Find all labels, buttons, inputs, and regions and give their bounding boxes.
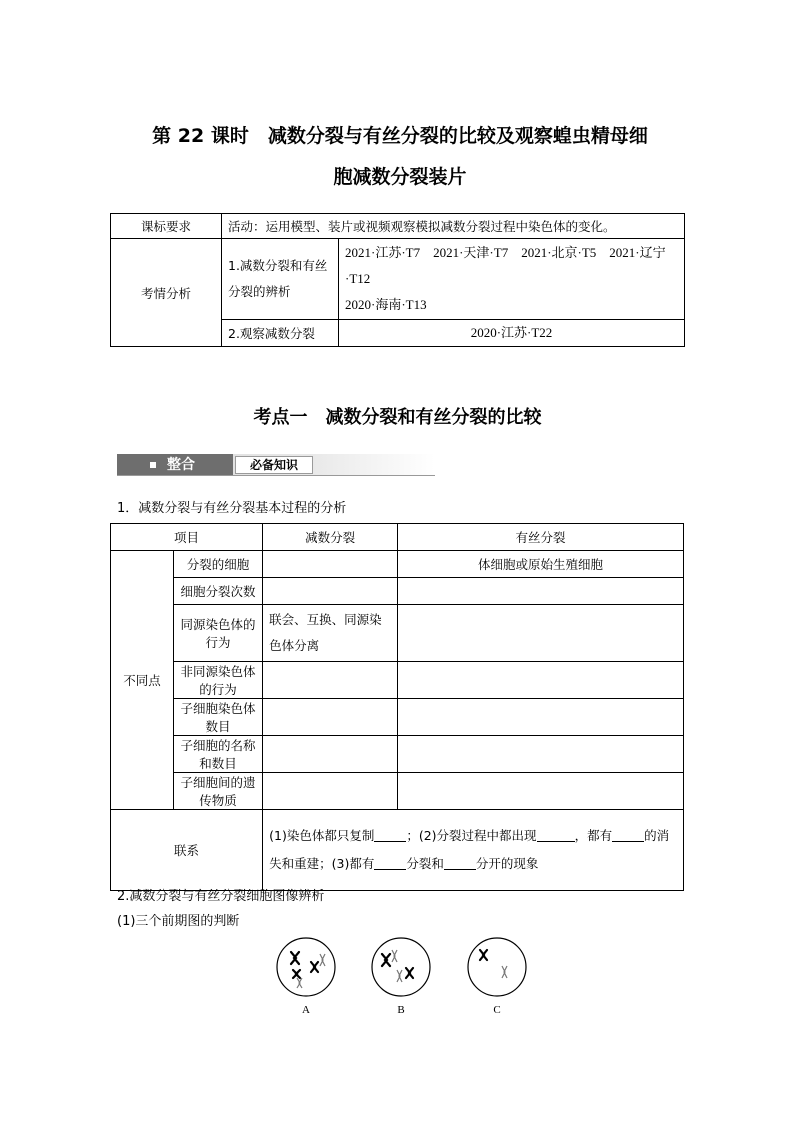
link-text: 的消失和重建；(3)都有 bbox=[269, 828, 670, 871]
blank-line bbox=[612, 828, 644, 842]
refs-line1: 2021·江苏·T7 2021·天津·T7 2021·北京·T5 2021·辽宁·T12 bbox=[345, 245, 666, 286]
row-item: 分裂的细胞 bbox=[174, 551, 263, 578]
analysis-label: 考情分析 bbox=[111, 239, 222, 347]
link-text: (1)染色体都只复制 bbox=[269, 828, 375, 843]
row-meiosis bbox=[263, 773, 398, 810]
link-label: 联系 bbox=[111, 810, 263, 891]
banner-main-text: 整合 bbox=[167, 457, 195, 473]
group-label: 不同点 bbox=[111, 551, 174, 810]
requirements-label: 课标要求 bbox=[111, 214, 222, 239]
section-title: 考点一 减数分裂和有丝分裂的比较 bbox=[253, 407, 542, 428]
paragraph-heading-2: 2.减数分裂与有丝分裂细胞图像辨析 bbox=[117, 889, 325, 904]
analysis-item1-refs bbox=[339, 239, 685, 320]
row-meiosis bbox=[263, 578, 398, 605]
requirements-table bbox=[110, 213, 685, 347]
prophase-figure bbox=[270, 936, 530, 1026]
comparison-table bbox=[110, 523, 684, 891]
row-mitosis bbox=[398, 662, 684, 699]
row-item: 子细胞间的遗传物质 bbox=[174, 773, 263, 810]
row-meiosis: 联会、互换、同源染色体分离 bbox=[263, 605, 398, 662]
page-title-line1: 第 22 课时 减数分裂与有丝分裂的比较及观察蝗虫精母细 bbox=[152, 125, 648, 147]
cell-c-label: C bbox=[493, 1004, 501, 1016]
paragraph-heading-3: (1)三个前期图的判断 bbox=[117, 914, 240, 929]
blank-line bbox=[444, 856, 476, 870]
square-bullet-icon bbox=[150, 462, 156, 468]
row-item: 非同源染色体的行为 bbox=[174, 662, 263, 699]
row-item: 子细胞的名称和数目 bbox=[174, 736, 263, 773]
row-item: 细胞分裂次数 bbox=[174, 578, 263, 605]
row-item: 同源染色体的行为 bbox=[174, 605, 263, 662]
row-meiosis bbox=[263, 736, 398, 773]
row-mitosis: 体细胞或原始生殖细胞 bbox=[398, 551, 684, 578]
banner-sub-text: 必备知识 bbox=[235, 456, 313, 474]
cell-a-label: A bbox=[302, 1004, 310, 1016]
row-mitosis bbox=[398, 736, 684, 773]
link-text: ，都有 bbox=[574, 828, 613, 843]
row-mitosis bbox=[398, 578, 684, 605]
header-mitosis: 有丝分裂 bbox=[398, 524, 684, 551]
banner-main bbox=[117, 454, 233, 476]
blank-line bbox=[374, 828, 406, 842]
row-item: 子细胞染色体数目 bbox=[174, 699, 263, 736]
header-item: 项目 bbox=[111, 524, 263, 551]
analysis-item2: 2.观察减数分裂 bbox=[222, 320, 339, 347]
link-content bbox=[263, 810, 684, 891]
analysis-item2-refs: 2020·江苏·T22 bbox=[339, 320, 685, 347]
banner-divider bbox=[117, 475, 435, 476]
section-banner bbox=[117, 454, 435, 476]
cell-b-diagram bbox=[370, 936, 432, 998]
header-meiosis: 减数分裂 bbox=[263, 524, 398, 551]
refs-line2: 2020·海南·T13 bbox=[345, 297, 427, 312]
cell-c-diagram bbox=[466, 936, 528, 998]
row-mitosis bbox=[398, 605, 684, 662]
cell-a-diagram bbox=[275, 936, 337, 998]
link-text: 分开的现象 bbox=[475, 856, 539, 871]
blank-line bbox=[374, 856, 406, 870]
requirements-content: 活动：运用模型、装片或视频观察模拟减数分裂过程中染色体的变化。 bbox=[222, 214, 685, 239]
row-meiosis bbox=[263, 551, 398, 578]
paragraph-heading-1: 1．减数分裂与有丝分裂基本过程的分析 bbox=[117, 501, 347, 516]
row-mitosis bbox=[398, 773, 684, 810]
page-title-line2: 胞减数分裂装片 bbox=[333, 166, 467, 188]
row-meiosis bbox=[263, 662, 398, 699]
row-mitosis bbox=[398, 699, 684, 736]
cell-b-label: B bbox=[397, 1004, 405, 1016]
row-meiosis bbox=[263, 699, 398, 736]
blank-line bbox=[537, 828, 575, 842]
analysis-item1: 1.减数分裂和有丝分裂的辨析 bbox=[222, 239, 339, 320]
link-text: 分裂和 bbox=[406, 856, 444, 871]
link-text: ；(2)分裂过程中都出现 bbox=[406, 828, 537, 843]
